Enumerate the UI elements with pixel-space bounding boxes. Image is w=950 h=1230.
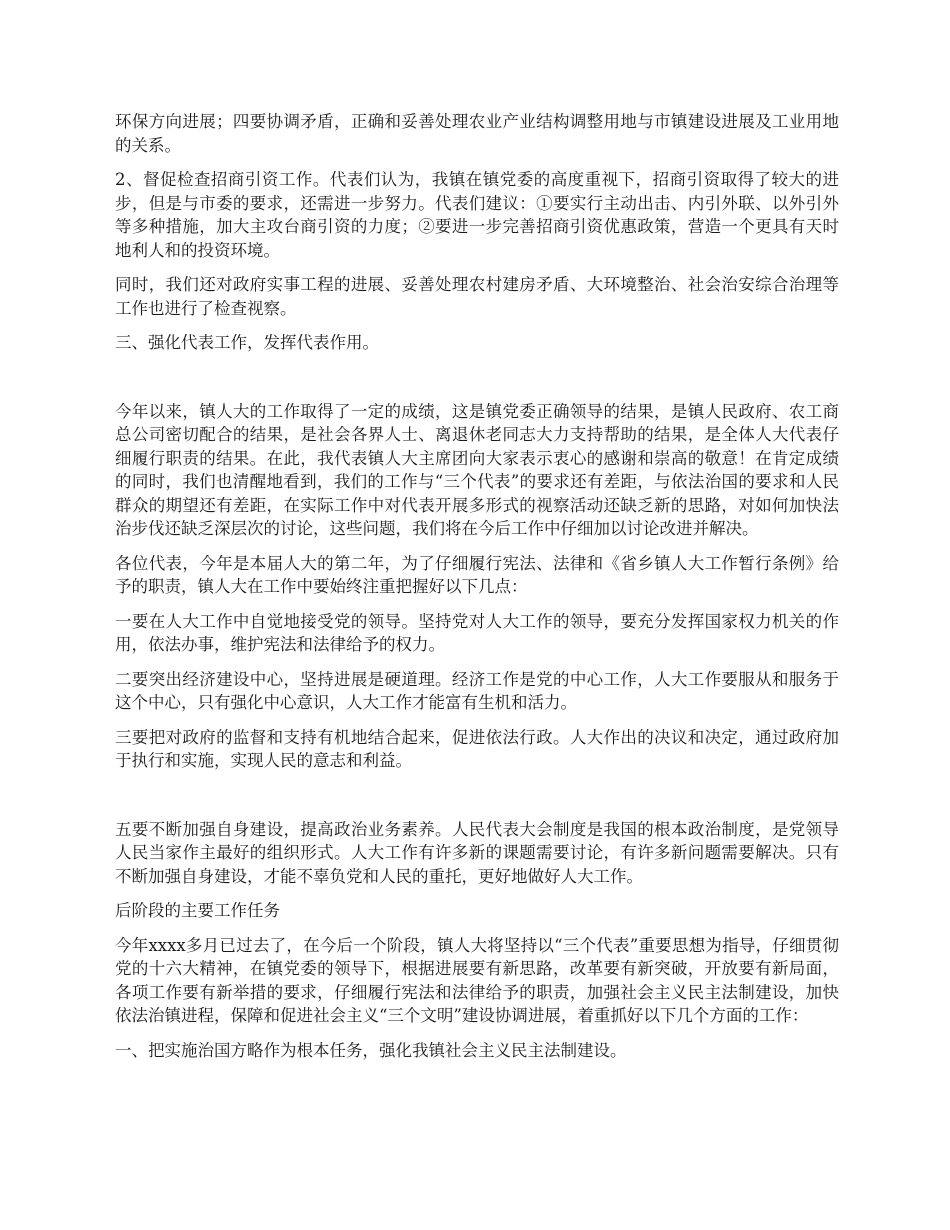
paragraph: 各位代表，今年是本届人大的第二年，为了仔细履行宪法、法律和《省乡镇人大工作暂行条例》给予的职责，镇人大在工作中要始终注重把握好以下几点： (115, 553, 839, 596)
paragraph: 三要把对政府的监督和支持有机地结合起来，促进依法行政。人大作出的决议和决定，通过政府加于执行和实施，实现人民的意志和利益。 (115, 727, 839, 770)
blank-gap (115, 784, 839, 818)
paragraph: 一、把实施治国方略作为根本任务，强化我镇社会主义民主法制建设。 (115, 1040, 627, 1060)
document-body (115, 110, 839, 1073)
paragraph: 环保方向进展；四要协调矛盾，正确和妥善处理农业产业结构调整用地与市镇建设进展及工业用地的关系。 (115, 112, 839, 155)
section-heading: 后阶段的主要工作任务 (115, 901, 280, 920)
paragraph: 五要不断加强自身建设，提高政治业务素养。人民代表大会制度是我国的根本政治制度，是党领导人民当家作主最好的组织形式。人大工作有许多新的课题需要讨论，有许多新问题需要解决。只有不断加强自身建设，才能不辜负党和人民的重托，更好地做好人大工作。 (115, 819, 839, 886)
paragraph: 今年以来，镇人大的工作取得了一定的成绩，这是镇党委正确领导的结果，是镇人民政府、农工商总公司密切配合的结果，是社会各界人士、离退休老同志大力支持帮助的结果，是全体人大代表仔细履行职责的结果。在此，我代表镇人大主席团向大家表示衷心的感谢和崇高的敬意！在肯定成绩的同时，我们也清醒地看到，我们的工作与“三个代表”的要求还有差距，与依法治国的要求和人民群众的期望还有差距，在实际工作中对代表开展多形式的视察活动还缺乏新的思路，对如何加快法治步伐还缺乏深层次的讨论，这些问题，我们将在今后工作中仔细加以讨论改进并解决。 (115, 401, 839, 538)
paragraph: 同时，我们还对政府实事工程的进展、妥善处理农村建房矛盾、大环境整治、社会治安综合治理等工作也进行了检查视察。 (115, 275, 839, 318)
paragraph: 2、督促检查招商引资工作。代表们认为，我镇在镇党委的高度重视下，招商引资取得了较大的进步，但是与市委的要求，还需进一步努力。代表们建议：①要实行主动出击、内引外联、以外引外等多种措施，加大主攻台商引资的力度；②要进一步完善招商引资优惠政策，营造一个更具有天时地利人和的投资环境。 (115, 170, 839, 260)
paragraph: 今年xxxx多月已过去了，在今后一个阶段，镇人大将坚持以“三个代表”重要思想为指导，仔细贯彻党的十六大精神，在镇党委的领导下，根据进展要有新思路，改革要有新突破，开放要有新局面，各项工作要有新举措的要求，仔细履行宪法和法律给予的职责，加强社会主义民主法制建设，加快依法治镇进程，保障和促进社会主义“三个文明”建设协调进展，着重抓好以下几个方面的工作： (115, 935, 839, 1025)
paragraph: 一要在人大工作中自觉地接受党的领导。坚持党对人大工作的领导，要充分发挥国家权力机关的作用，依法办事，维护宪法和法律给予的权力。 (115, 611, 839, 654)
paragraph: 二要突出经济建设中心，坚持进展是硬道理。经济工作是党的中心工作，人大工作要服从和服务于这个中心，只有强化中心意识，人大工作才能富有生机和活力。 (115, 669, 839, 712)
section-heading: 三、强化代表工作，发挥代表作用。 (115, 333, 379, 352)
blank-gap (115, 366, 839, 400)
